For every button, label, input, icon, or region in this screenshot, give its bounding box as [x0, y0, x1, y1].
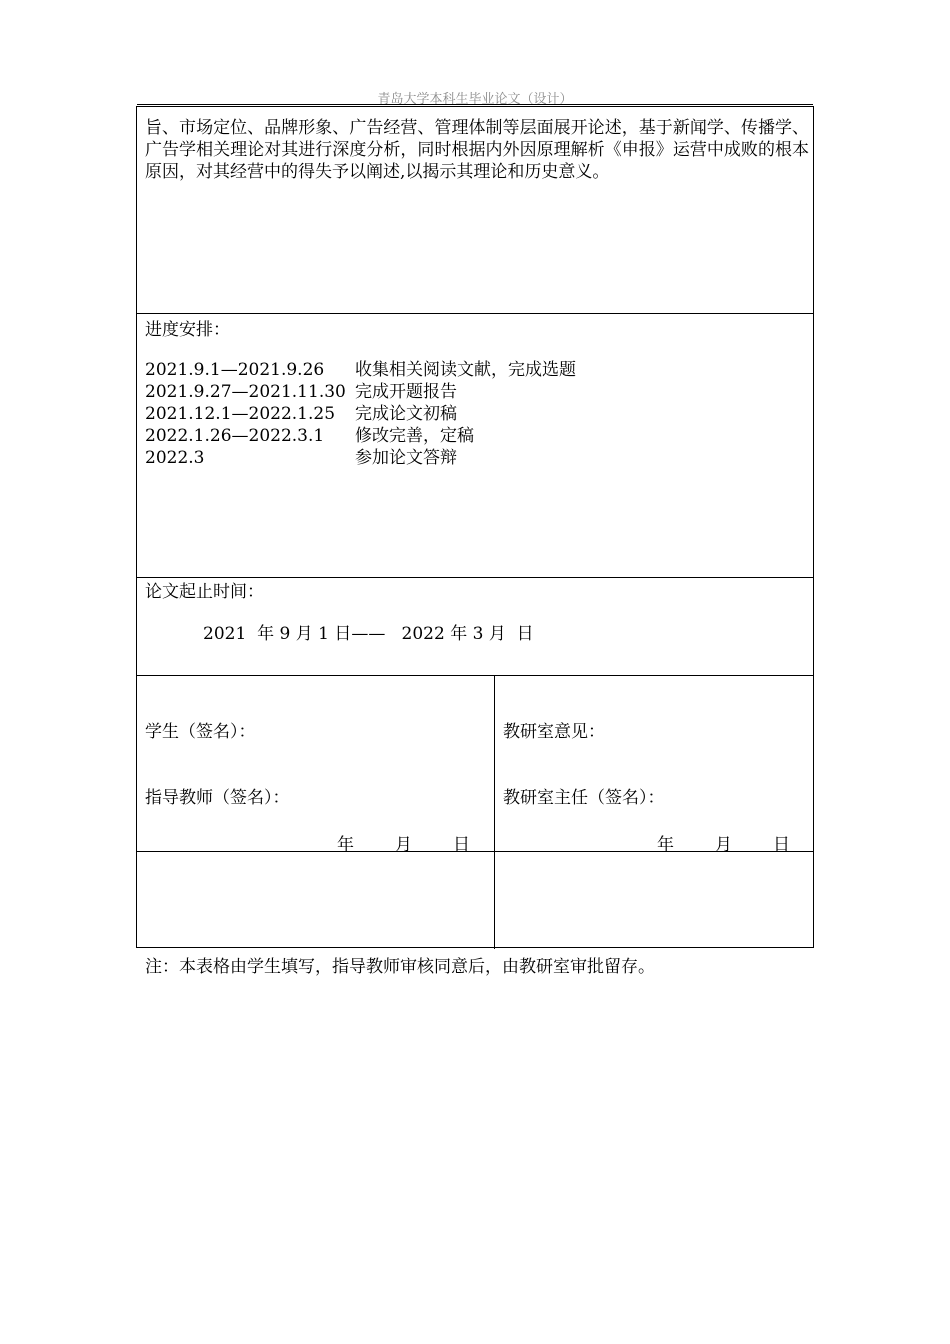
dept-opinion-label: 教研室意见： [503, 722, 605, 742]
footnote: 注：本表格由学生填写，指导教师审核同意后，由教研室审批留存。 [145, 957, 655, 977]
dept-head-signature-label: 教研室主任（签名）： [503, 788, 665, 808]
schedule-row [145, 359, 805, 381]
schedule-date: 2022.3 [145, 448, 205, 468]
divider-after-abstract [137, 313, 813, 314]
schedule-date: 2021.9.1—2021.9.26 [145, 360, 325, 380]
task-form-table [136, 106, 814, 948]
month-label: 月 [395, 835, 412, 855]
schedule-task: 收集相关阅读文献，完成选题 [355, 360, 576, 380]
day-label: 日 [453, 835, 470, 855]
schedule-date: 2021.9.27—2021.11.30 [145, 382, 346, 402]
divider-after-progress [137, 577, 813, 578]
schedule-row [145, 425, 805, 447]
schedule-list [145, 359, 805, 469]
progress-title: 进度安排： [145, 320, 230, 340]
year-label: 年 [337, 835, 354, 855]
schedule-task: 参加论文答辩 [355, 448, 457, 468]
schedule-task: 完成论文初稿 [355, 404, 457, 424]
divider-after-period [137, 675, 813, 676]
schedule-task: 修改完善，定稿 [355, 426, 474, 446]
month-label: 月 [715, 835, 732, 855]
abstract-text: 旨、市场定位、品牌形象、广告经营、管理体制等层面展开论述，基于新闻学、传播学、广告学相关理论对其进行深度分析，同时根据内外因原理解析《申报》运营中成败的根本原因，对其经营中的得失予以阐述,以揭示其理论和历史意义。 [145, 118, 809, 182]
year-label: 年 [657, 835, 674, 855]
period-title: 论文起止时间： [145, 582, 264, 602]
signature-column-divider [494, 675, 495, 949]
schedule-date: 2021.12.1—2022.1.25 [145, 404, 336, 424]
divider-after-signatures [137, 851, 813, 852]
schedule-task: 完成开题报告 [355, 382, 457, 402]
schedule-row [145, 403, 805, 425]
header-rule [137, 104, 813, 105]
schedule-row [145, 447, 805, 469]
period-dates: 2021 年 9 月 1 日—— 2022 年 3 月 日 [203, 624, 534, 644]
schedule-date: 2022.1.26—2022.3.1 [145, 426, 325, 446]
page-header-title: 青岛大学本科生毕业论文（设计） [377, 92, 573, 107]
student-signature-label: 学生（签名）： [145, 722, 256, 742]
schedule-row [145, 381, 805, 403]
advisor-signature-label: 指导教师（签名）： [145, 788, 290, 808]
day-label: 日 [773, 835, 790, 855]
